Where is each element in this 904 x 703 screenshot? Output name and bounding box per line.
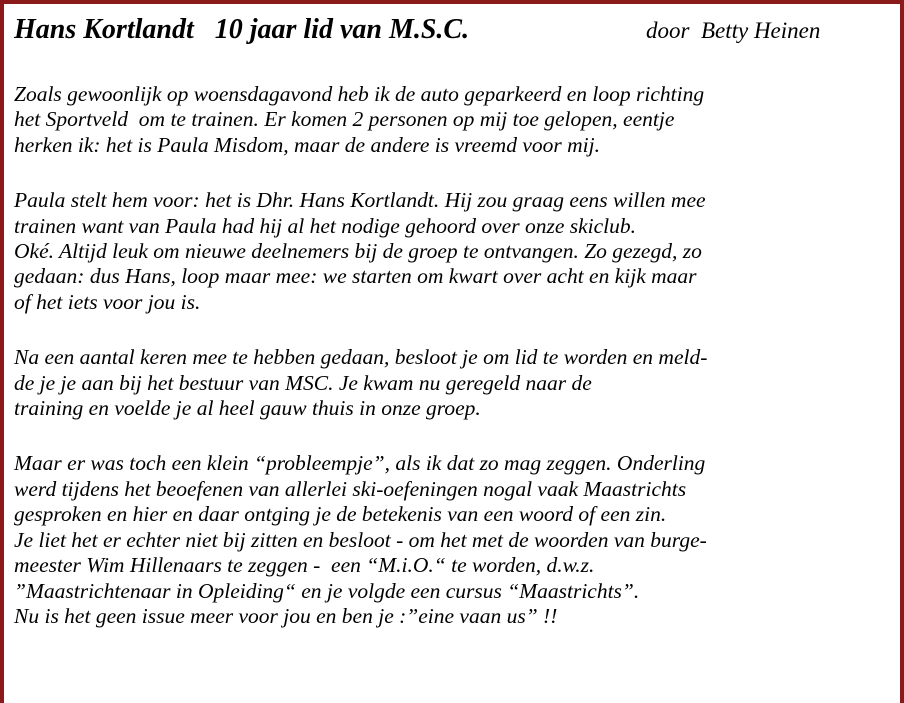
text-line: werd tijdens het beoefenen van allerlei ski-oefeningen nogal vaak Maastrichts bbox=[14, 476, 687, 501]
text-line: Maar er was toch een klein “probleempje”, als ik dat zo mag zeggen. Onderling bbox=[14, 451, 706, 476]
text-line: de je je aan bij het bestuur van MSC. Je kwam nu geregeld naar de bbox=[14, 370, 592, 395]
text-line: Zoals gewoonlijk op woensdagavond heb ik de auto geparkeerd en loop richting bbox=[14, 82, 705, 106]
text-line: trainen want van Paula had hij al het nodige gehoord over onze skiclub. bbox=[14, 213, 637, 238]
paragraph-4 bbox=[14, 451, 898, 629]
text-line: training en voelde je al heel gauw thuis in onze groep. bbox=[14, 396, 481, 421]
text-line: Na een aantal keren mee te hebben gedaan, besloot je om lid te worden en meld- bbox=[14, 345, 708, 370]
paragraph-2 bbox=[14, 188, 898, 315]
text-line: Oké. Altijd leuk om nieuwe deelnemers bij de groep te ontvangen. Zo gezegd, zo bbox=[14, 239, 702, 264]
article bbox=[14, 12, 898, 629]
article-title: Hans Kortlandt 10 jaar lid van M.S.C. bbox=[14, 14, 470, 45]
text-line: Je liet het er echter niet bij zitten en besloot - om het met de woorden van burge- bbox=[14, 527, 707, 552]
paragraph-1 bbox=[14, 82, 898, 158]
text-line: of het iets voor jou is. bbox=[14, 289, 201, 314]
text-line: meester Wim Hillenaars te zeggen - een “M.i.O.“ te worden, d.w.z. bbox=[14, 553, 595, 578]
text-line: Paula stelt hem voor: het is Dhr. Hans Kortlandt. Hij zou graag eens willen mee bbox=[14, 188, 706, 213]
text-line: Nu is het geen issue meer voor jou en ben je :”eine vaan us” !! bbox=[14, 603, 558, 628]
article-header bbox=[14, 12, 898, 52]
article-byline: door Betty Heinen bbox=[646, 18, 821, 43]
text-line: ”Maastrichtenaar in Opleiding“ en je volgde een cursus “Maastrichts”. bbox=[14, 578, 640, 603]
text-line: het Sportveld om te trainen. Er komen 2 personen op mij toe gelopen, eentje bbox=[14, 107, 675, 132]
text-line: herken ik: het is Paula Misdom, maar de andere is vreemd voor mij. bbox=[14, 132, 600, 157]
text-line: gesproken en hier en daar ontging je de betekenis van een woord of een zin. bbox=[14, 502, 667, 527]
text-line: gedaan: dus Hans, loop maar mee: we starten om kwart over acht en kijk maar bbox=[14, 264, 697, 289]
paragraph-3 bbox=[14, 345, 898, 421]
